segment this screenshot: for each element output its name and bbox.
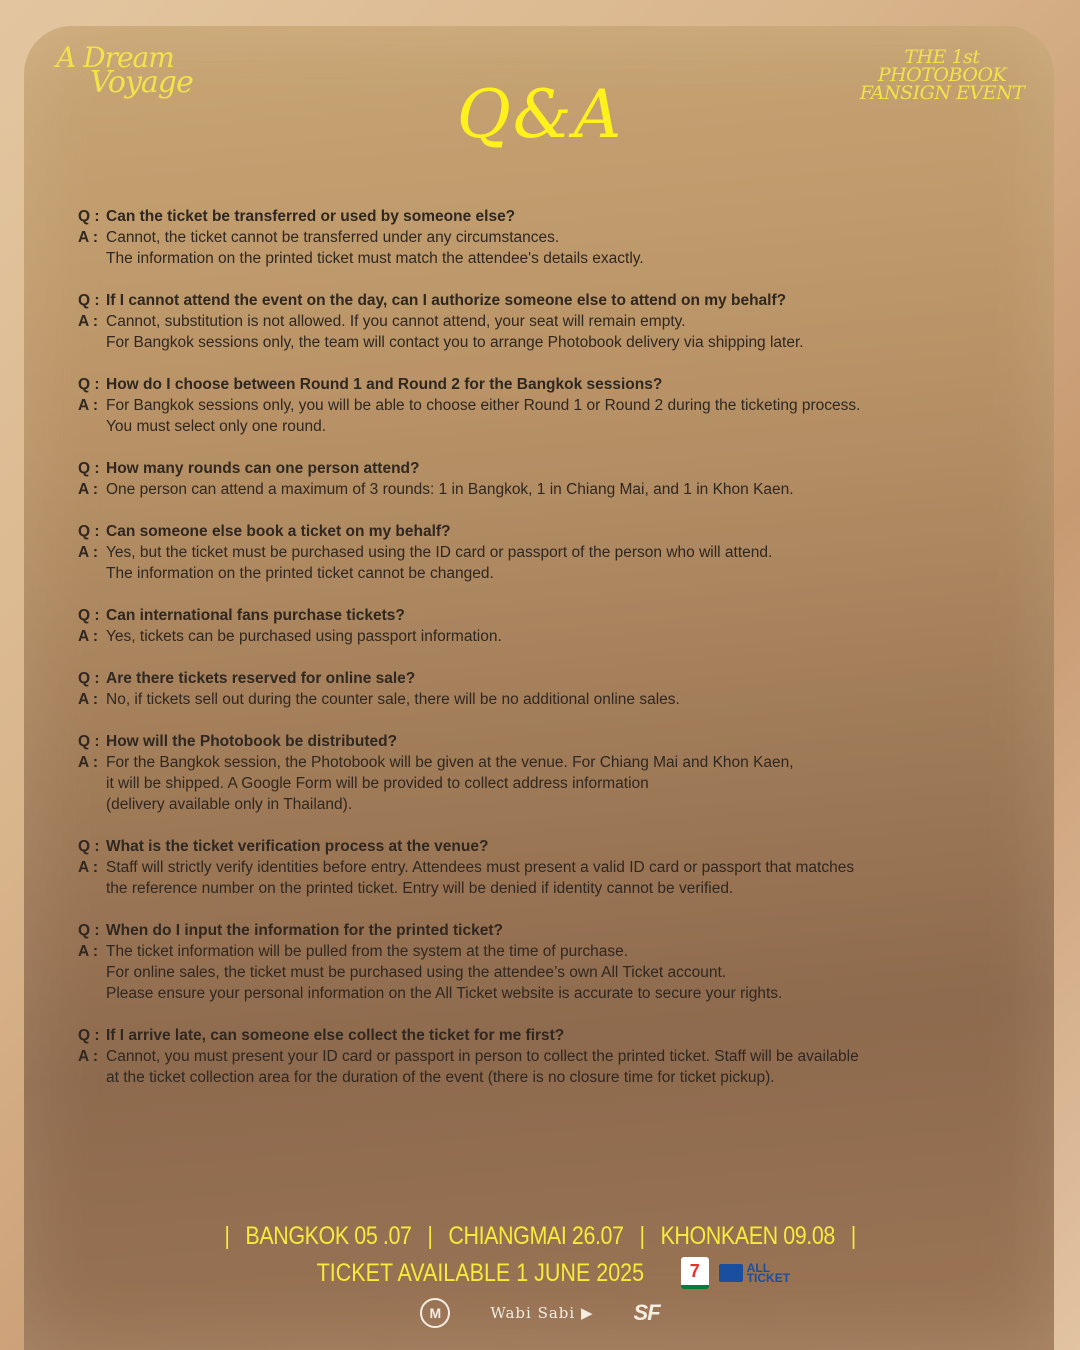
q-label: Q : xyxy=(78,733,100,750)
a-label: A : xyxy=(78,397,99,414)
q-label: Q : xyxy=(78,376,100,393)
sponsor-logos xyxy=(0,1298,1080,1328)
divider: | xyxy=(850,1222,856,1250)
qa-item xyxy=(78,920,1008,1004)
a-label: A : xyxy=(78,754,99,771)
answer: For Bangkok sessions only, you will be able to choose either Round 1 or Round 2 during the ticketing process. You must select only one round. xyxy=(106,397,861,435)
city-khonkaen: KHONKAEN 09.08 xyxy=(660,1222,835,1250)
qa-item xyxy=(78,836,1008,899)
question: Can international fans purchase tickets? xyxy=(106,607,405,624)
a-label: A : xyxy=(78,481,99,498)
answer: Yes, but the ticket must be purchased using the ID card or passport of the person who will attend. The information on the printed ticket cannot be changed. xyxy=(106,544,773,582)
page-title: Q&A xyxy=(456,76,624,153)
question: How many rounds can one person attend? xyxy=(106,460,420,477)
question: When do I input the information for the printed ticket? xyxy=(106,922,503,939)
event-line3: FANSIGN EVENT xyxy=(859,82,1025,104)
sf-logo: SF xyxy=(633,1300,660,1325)
qa-item xyxy=(78,731,1008,815)
question: Can someone else book a ticket on my behalf? xyxy=(106,523,451,540)
question: Are there tickets reserved for online sale? xyxy=(106,670,416,687)
a-label: A : xyxy=(78,943,99,960)
a-label: A : xyxy=(78,313,99,330)
question: Can the ticket be transferred or used by someone else? xyxy=(106,208,516,225)
wabi-sabi-logo: Wabi Sabi ▶ xyxy=(490,1304,594,1322)
q-label: Q : xyxy=(78,208,100,225)
a-label: A : xyxy=(78,628,99,645)
logo-line1: A Dream xyxy=(56,41,174,74)
q-label: Q : xyxy=(78,670,100,687)
answer: One person can attend a maximum of 3 rounds: 1 in Bangkok, 1 in Chiang Mai, and 1 in Khon Kaen. xyxy=(106,481,794,498)
divider: | xyxy=(639,1222,645,1250)
q-label: Q : xyxy=(78,1027,100,1044)
a-label: A : xyxy=(78,859,99,876)
q-label: Q : xyxy=(78,292,100,309)
answer: No, if tickets sell out during the counter sale, there will be no additional online sales. xyxy=(106,691,680,708)
divider: | xyxy=(427,1222,433,1250)
answer: Cannot, the ticket cannot be transferred under any circumstances. The information on the printed ticket must match the attendee's details exactly. xyxy=(106,229,644,267)
qa-list xyxy=(78,206,1008,1109)
ticket-available: TICKET AVAILABLE 1 JUNE 2025 xyxy=(316,1258,645,1287)
answer: The ticket information will be pulled from the system at the time of purchase. For online sales, the ticket must be purchased using the attendee’s own All Ticket account. Please ensure your personal information on the All Ticket website is accurate to secure your rights. xyxy=(106,943,783,1002)
city-chiangmai: CHIANGMAI 26.07 xyxy=(448,1222,624,1250)
question: If I cannot attend the event on the day, can I authorize someone else to attend on my behalf? xyxy=(106,292,787,309)
answer: Staff will strictly verify identities before entry. Attendees must present a valid ID card or passport that matches the reference number on the printed ticket. Entry will be denied if identity cannot be verified. xyxy=(106,859,855,897)
question: What is the ticket verification process at the venue? xyxy=(106,838,489,855)
logo-line2: Voyage xyxy=(90,65,193,100)
qa-item xyxy=(78,290,1008,353)
a-label: A : xyxy=(78,1048,99,1065)
a-label: A : xyxy=(78,544,99,561)
q-label: Q : xyxy=(78,838,100,855)
qa-item xyxy=(78,668,1008,710)
all-ticket-line1: ALL xyxy=(746,1261,771,1275)
a-label: A : xyxy=(78,691,99,708)
counter-service-icon xyxy=(719,1264,743,1282)
qa-item xyxy=(78,521,1008,584)
qa-item xyxy=(78,1025,1008,1088)
event-line2: PHOTOBOOK xyxy=(877,64,1007,86)
all-ticket-line2: TICKET xyxy=(746,1271,791,1285)
qa-item xyxy=(78,605,1008,647)
all-ticket-logo xyxy=(719,1263,790,1283)
qa-item xyxy=(78,206,1008,269)
answer: Cannot, you must present your ID card or passport in person to collect the printed ticket. Staff will be available at the ticket collection area for the duration of the event (there is no closure time for ticket pickup). xyxy=(106,1048,859,1086)
q-label: Q : xyxy=(78,523,100,540)
qa-item xyxy=(78,458,1008,500)
divider: | xyxy=(224,1222,230,1250)
footer xyxy=(0,1222,1080,1289)
mc-logo: M xyxy=(420,1298,450,1328)
qa-item xyxy=(78,374,1008,437)
answer: For the Bangkok session, the Photobook will be given at the venue. For Chiang Mai and Khon Kaen, it will be shipped. A Google Form will be provided to collect address information (delivery available only in Thailand). xyxy=(106,754,794,813)
answer: Yes, tickets can be purchased using passport information. xyxy=(106,628,502,645)
city-bangkok: BANGKOK 05 .07 xyxy=(245,1222,412,1250)
event-line1: THE 1st xyxy=(904,46,980,68)
city-dates xyxy=(214,1222,866,1251)
a-label: A : xyxy=(78,229,99,246)
q-label: Q : xyxy=(78,460,100,477)
q-label: Q : xyxy=(78,922,100,939)
q-label: Q : xyxy=(78,607,100,624)
question: How will the Photobook be distributed? xyxy=(106,733,398,750)
seven-eleven-logo: 7 xyxy=(681,1257,709,1289)
ticket-row xyxy=(0,1257,1080,1289)
question: If I arrive late, can someone else collect the ticket for me first? xyxy=(106,1027,565,1044)
answer: Cannot, substitution is not allowed. If you cannot attend, your seat will remain empty. For Bangkok sessions only, the team will contact you to arrange Photobook delivery via shipping later. xyxy=(106,313,804,351)
question: How do I choose between Round 1 and Round 2 for the Bangkok sessions? xyxy=(106,376,663,393)
